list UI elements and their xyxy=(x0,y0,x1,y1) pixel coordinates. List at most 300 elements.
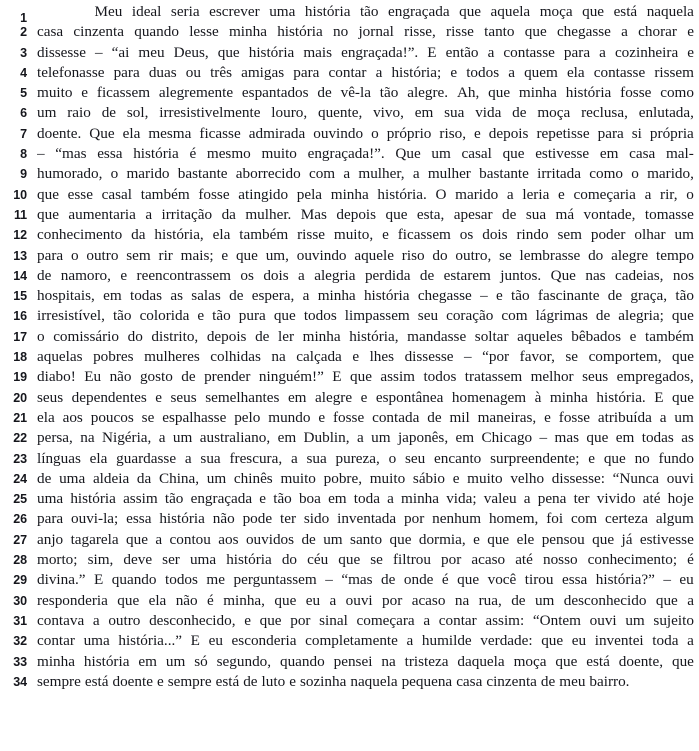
word: você xyxy=(487,571,517,589)
word: a xyxy=(145,205,153,223)
word: sinal xyxy=(319,611,348,629)
word: seu xyxy=(405,449,426,467)
word: com xyxy=(501,307,528,325)
word: o xyxy=(37,327,45,345)
word: a xyxy=(644,185,652,203)
word: acaso xyxy=(411,591,446,609)
word: um xyxy=(371,429,391,447)
word: tristeza xyxy=(404,652,449,670)
word: ouvi-la; xyxy=(71,510,119,528)
word: um xyxy=(674,408,694,426)
word: não xyxy=(109,368,132,386)
word: de xyxy=(512,104,527,122)
word: muito xyxy=(369,469,406,487)
word: dependentes xyxy=(71,388,147,406)
word: todas xyxy=(129,287,163,305)
text-line xyxy=(0,408,699,428)
word: e xyxy=(558,185,565,203)
word: ela xyxy=(122,124,141,142)
word: irritada xyxy=(537,165,581,183)
word: e xyxy=(629,327,637,345)
word: e xyxy=(81,84,89,102)
word: foi xyxy=(546,510,564,528)
word: alegremente xyxy=(158,84,234,102)
word: pensou xyxy=(541,530,585,548)
word: de xyxy=(427,408,442,426)
word: sempre xyxy=(37,672,81,690)
word: tanto xyxy=(484,23,515,41)
word: um xyxy=(674,226,694,244)
word: que xyxy=(655,591,678,609)
word: quente, xyxy=(317,104,363,122)
word: na xyxy=(454,591,470,609)
word: história, xyxy=(349,327,399,345)
word: e xyxy=(382,226,389,244)
word: cadeias, xyxy=(615,266,664,284)
word: risse, xyxy=(404,23,436,41)
word: Eu xyxy=(84,368,102,386)
word: poucos xyxy=(90,408,134,426)
word: mulher xyxy=(427,165,471,183)
line-number: 8 xyxy=(20,147,27,162)
word: segundo, xyxy=(216,652,272,670)
text-line xyxy=(0,449,699,469)
word: alegria; xyxy=(618,307,664,325)
word: responderia xyxy=(37,591,108,609)
word: tagarela xyxy=(70,530,119,548)
word: dormia, xyxy=(418,530,466,548)
word: tão xyxy=(164,490,184,508)
word: marido xyxy=(455,185,499,203)
word: de xyxy=(243,672,258,690)
word: encanto xyxy=(434,449,482,467)
word: tomasse xyxy=(644,205,694,223)
word: a xyxy=(92,611,100,629)
word: moça xyxy=(513,652,547,670)
word: que xyxy=(603,449,626,467)
word: uma xyxy=(269,3,296,20)
word: de xyxy=(255,327,270,345)
word: nosso xyxy=(542,551,578,569)
word: história xyxy=(133,145,179,163)
word: por xyxy=(290,611,311,629)
word: guardasse xyxy=(116,449,177,467)
word: “mas xyxy=(341,571,373,589)
word: a xyxy=(508,63,515,81)
word: que xyxy=(671,652,694,670)
word: de xyxy=(540,672,556,690)
word: engraçada xyxy=(190,490,253,508)
word: melhor xyxy=(530,368,574,386)
line-content xyxy=(37,347,694,367)
word: mais; xyxy=(180,246,214,264)
word: outro xyxy=(86,246,119,264)
word: comissário xyxy=(53,327,119,345)
word: espera, xyxy=(251,287,295,305)
word: ficassem xyxy=(96,84,151,102)
word: que xyxy=(592,530,615,548)
line-number: 13 xyxy=(13,248,27,263)
word: em xyxy=(599,145,619,163)
word: contada xyxy=(372,408,420,426)
word: divina.” xyxy=(37,571,86,589)
word: é xyxy=(441,571,449,589)
word: história?” xyxy=(595,571,655,589)
word: nas xyxy=(585,266,606,284)
word: seria xyxy=(170,3,200,20)
word: a xyxy=(621,23,628,41)
word: começara xyxy=(356,611,415,629)
text-line xyxy=(0,509,699,529)
word: a xyxy=(423,611,431,629)
word: pena xyxy=(537,490,567,508)
line-content xyxy=(37,164,694,184)
word: tratassem xyxy=(464,368,523,386)
word: da xyxy=(221,205,236,223)
word: sim, xyxy=(87,551,114,569)
word: sujeito xyxy=(653,611,694,629)
text-line xyxy=(0,246,699,266)
word: que xyxy=(671,307,694,325)
word: chinês xyxy=(233,469,273,487)
word: rir xyxy=(158,246,173,264)
word: um xyxy=(206,469,227,487)
word: ou xyxy=(185,63,201,81)
word: O xyxy=(435,185,447,203)
text-line xyxy=(0,591,699,611)
word: vida; xyxy=(446,490,477,508)
text-line xyxy=(0,225,699,245)
word: reencontrassem xyxy=(136,266,231,284)
word: a xyxy=(387,490,394,508)
word: prender xyxy=(204,368,251,386)
word: e xyxy=(544,408,551,426)
word: e xyxy=(289,672,296,690)
line-content xyxy=(37,367,694,387)
word: esse xyxy=(67,185,93,203)
word: Meu xyxy=(94,3,123,20)
word: perdida xyxy=(364,266,411,284)
word: quem xyxy=(524,63,558,81)
text-line xyxy=(0,306,699,326)
word: minha xyxy=(549,388,588,406)
word: E xyxy=(190,632,200,650)
word: línguas xyxy=(37,449,81,467)
word: Deus, xyxy=(173,43,209,61)
line-content xyxy=(37,83,694,103)
word: tão xyxy=(212,307,231,325)
line-content xyxy=(37,124,694,144)
word: a xyxy=(687,591,694,609)
line-number: 26 xyxy=(13,512,27,527)
word: vivo, xyxy=(373,104,404,122)
line-content xyxy=(37,327,694,347)
word: em xyxy=(455,429,475,447)
line-number: 21 xyxy=(13,410,27,425)
line-content xyxy=(37,449,694,469)
word: contar xyxy=(328,63,367,81)
word: que xyxy=(273,307,296,325)
word: doente xyxy=(112,672,153,690)
word: a xyxy=(412,165,420,183)
word: ouvi xyxy=(589,611,617,629)
line-content xyxy=(37,22,694,42)
word: sem xyxy=(126,246,151,264)
word: muito xyxy=(280,469,316,487)
word: velho xyxy=(510,469,545,487)
word: o xyxy=(371,124,379,142)
word: espantados xyxy=(241,84,309,102)
word: todas xyxy=(641,429,674,447)
word: ela xyxy=(566,63,585,81)
word: história xyxy=(248,43,295,61)
word: muito xyxy=(261,145,297,163)
word: que xyxy=(126,530,148,548)
word: humorado, xyxy=(37,165,103,183)
word: louro, xyxy=(271,104,308,122)
word: até xyxy=(515,551,533,569)
word: em xyxy=(277,429,297,447)
word: o xyxy=(110,165,119,183)
line-number: 9 xyxy=(20,167,27,182)
word: um xyxy=(625,611,645,629)
word: como xyxy=(589,165,623,183)
word: em xyxy=(103,287,122,305)
word: olhar xyxy=(634,226,666,244)
word: de xyxy=(181,368,196,386)
word: tempo xyxy=(655,246,694,264)
word: rua, xyxy=(478,591,502,609)
word: ideal xyxy=(131,3,162,20)
word: se xyxy=(141,408,155,426)
word: se xyxy=(499,246,512,264)
word: com xyxy=(570,510,598,528)
word: aos xyxy=(218,530,239,548)
word: – xyxy=(480,287,488,305)
word: perguntassem xyxy=(233,571,317,589)
line-content xyxy=(37,286,694,306)
word: também xyxy=(644,327,694,345)
word: da xyxy=(131,226,146,244)
word: “ai xyxy=(111,43,130,61)
word: não xyxy=(175,591,198,609)
word: história xyxy=(159,510,205,528)
word: aldeia xyxy=(92,469,130,487)
word: história xyxy=(363,287,410,305)
word: e xyxy=(318,408,326,426)
word: história...” xyxy=(118,632,183,650)
word: atingido xyxy=(238,185,289,203)
word: depois xyxy=(206,327,247,345)
word: de xyxy=(229,287,244,305)
word: o xyxy=(686,185,694,203)
line-content xyxy=(37,652,694,672)
word: mil xyxy=(449,408,470,426)
word: tão xyxy=(511,287,530,305)
word: jornal xyxy=(358,23,394,41)
word: ouvindo xyxy=(313,124,364,142)
line-content xyxy=(37,388,694,408)
word: pelo xyxy=(234,408,261,426)
word: “Ontem xyxy=(532,611,581,629)
word: muito, xyxy=(333,226,374,244)
word: Mas xyxy=(300,205,327,223)
word: ninguém!” xyxy=(258,368,324,386)
word: onde xyxy=(403,571,434,589)
line-number: 6 xyxy=(20,106,27,121)
word: uma xyxy=(37,490,64,508)
line-content xyxy=(37,205,694,225)
word: Chicago xyxy=(481,429,533,447)
word: do xyxy=(432,246,448,264)
word: homem, xyxy=(488,510,539,528)
word: também xyxy=(140,185,190,203)
word: “mas xyxy=(55,145,87,163)
word: aos xyxy=(62,408,83,426)
word: E xyxy=(332,368,342,386)
word: aumentaria xyxy=(68,205,136,223)
text-line xyxy=(0,388,699,408)
word: pobres xyxy=(93,348,134,366)
word: a xyxy=(487,43,495,61)
word: fundo xyxy=(658,449,694,467)
word: os xyxy=(240,266,254,284)
word: da xyxy=(136,469,152,487)
word: que xyxy=(338,551,361,569)
text-line xyxy=(0,286,699,306)
word: E xyxy=(654,388,664,406)
line-number: 18 xyxy=(13,350,27,365)
word: está xyxy=(613,3,638,20)
word: e xyxy=(120,266,128,284)
word: si xyxy=(631,124,642,142)
word: salas xyxy=(191,287,221,305)
word: toda xyxy=(353,490,380,508)
word: em xyxy=(615,429,635,447)
text-line xyxy=(0,327,699,347)
word: anjo xyxy=(37,530,64,548)
word: tão xyxy=(675,287,694,305)
word: o xyxy=(388,449,397,467)
word: marido, xyxy=(647,165,694,183)
word: algum xyxy=(655,510,694,528)
text-line xyxy=(0,103,699,123)
word: em xyxy=(138,652,157,670)
word: atribuída xyxy=(597,408,652,426)
word: e xyxy=(474,124,481,142)
word: que xyxy=(672,388,694,406)
word: e xyxy=(221,246,229,264)
word: colhidas xyxy=(210,348,261,366)
word: história. xyxy=(596,388,646,406)
text-line xyxy=(0,631,699,651)
word: todos xyxy=(466,63,500,81)
line-content xyxy=(37,489,694,509)
word: leria xyxy=(522,185,550,203)
text-line xyxy=(0,124,699,144)
word: escrever xyxy=(209,3,260,20)
word: muito xyxy=(37,84,73,102)
word: ser xyxy=(162,551,180,569)
word: pobre, xyxy=(323,469,363,487)
word: fosse xyxy=(332,408,365,426)
word: história, xyxy=(154,226,204,244)
word: de xyxy=(37,469,52,487)
word: à xyxy=(534,388,542,406)
word: esta, xyxy=(416,205,445,223)
word: história. xyxy=(377,185,427,203)
word: irresistivelmente xyxy=(159,104,261,122)
word: naquela xyxy=(350,672,398,690)
word: “por xyxy=(482,348,510,366)
word: que xyxy=(457,571,480,589)
word: as xyxy=(681,429,694,447)
line-content xyxy=(37,570,694,590)
word: persa, xyxy=(37,429,73,447)
word: é xyxy=(687,551,694,569)
word: dois xyxy=(482,226,508,244)
line-content xyxy=(37,591,694,611)
word: que xyxy=(487,530,510,548)
word: China, xyxy=(158,469,200,487)
word: sozinha xyxy=(299,672,347,690)
word: boa xyxy=(298,490,321,508)
word: que xyxy=(389,530,412,548)
word: graça, xyxy=(630,287,668,305)
word: de xyxy=(607,287,623,305)
word: – xyxy=(663,571,671,589)
word: fosse xyxy=(620,84,652,102)
word: por xyxy=(404,510,425,528)
word: depois xyxy=(488,124,529,142)
word: nenhum xyxy=(432,510,482,528)
word: amigas xyxy=(241,63,285,81)
line-number: 22 xyxy=(13,431,27,446)
word: história xyxy=(277,23,323,41)
word: na xyxy=(80,429,95,447)
word: mal- xyxy=(665,145,694,163)
word: chegasse xyxy=(417,287,472,305)
word: aquelas xyxy=(37,348,83,366)
word: seus xyxy=(170,388,197,406)
word: e xyxy=(588,449,596,467)
word: pensei xyxy=(333,652,373,670)
word: E xyxy=(94,571,104,589)
word: se xyxy=(370,551,383,569)
word: de xyxy=(317,84,332,102)
word: deve xyxy=(123,551,153,569)
word: de xyxy=(37,266,52,284)
word: um xyxy=(165,652,186,670)
word: minha xyxy=(37,652,75,670)
word: uma xyxy=(83,632,110,650)
word: fascinante xyxy=(537,287,600,305)
text-line xyxy=(0,43,699,63)
word: enlutada, xyxy=(638,104,694,122)
word: quando xyxy=(279,652,325,670)
word: que xyxy=(235,246,258,264)
word: assim xyxy=(380,368,415,386)
word: tão xyxy=(112,307,132,325)
line-number: 25 xyxy=(13,492,27,507)
word: que xyxy=(350,368,372,386)
word: para xyxy=(37,246,64,264)
word: a xyxy=(659,408,667,426)
word: espalhasse xyxy=(162,408,227,426)
text-line xyxy=(0,428,699,448)
text-line xyxy=(0,550,699,570)
word: tão xyxy=(273,490,292,508)
